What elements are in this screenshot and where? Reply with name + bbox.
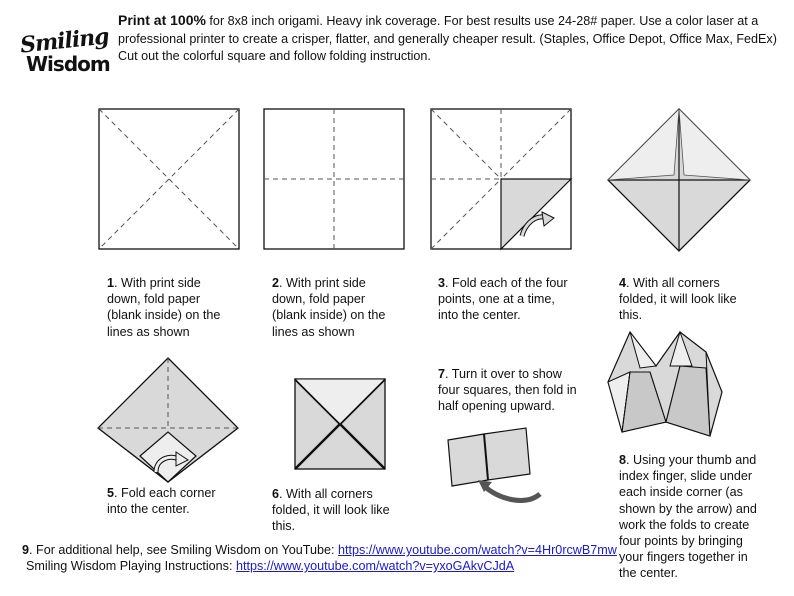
- step-1-diagram: [98, 108, 240, 250]
- footer-number: 9: [22, 543, 30, 557]
- step-3-text: [438, 275, 568, 324]
- youtube-help-link[interactable]: https://www.youtube.com/watch?v=4Hr0rcwB7mw: [337, 543, 617, 557]
- step-2-number: 2: [272, 276, 280, 290]
- step-8-diagram: [606, 328, 724, 444]
- step-3-number: 3: [438, 276, 446, 290]
- step-4-label: . With all corners folded, it will look like this.: [619, 276, 737, 323]
- step-4-number: 4: [619, 276, 627, 290]
- step-2-diagram: [263, 108, 405, 250]
- footer-instructions-line: [26, 558, 514, 574]
- print-instructions-text: for 8x8 inch origami. Heavy ink coverage. For best results use 24-28# paper. Use a color laser at a professional printer to create a crisper, flatter, and generally cheaper result. (Staples, Office Depot, Office Max, FedEx) Cut out the colorful square and follow folding instruction.: [118, 14, 777, 63]
- step-3-label: . Fold each of the four points, one at a time, into the center.: [438, 276, 568, 323]
- step-8-text: [619, 452, 759, 582]
- step-1-text: [107, 275, 235, 340]
- step-6-diagram: [294, 378, 386, 470]
- logo-line-1: Smiling: [18, 23, 110, 59]
- footer-instructions-text: Smiling Wisdom Playing Instructions:: [26, 559, 236, 573]
- step-4-diagram: [607, 108, 751, 252]
- step-5-text: [107, 485, 227, 517]
- step-1-number: 1: [107, 276, 115, 290]
- step-4-text: [619, 275, 739, 324]
- step-1-label: . With print side down, fold paper (blank inside) on the lines as shown: [107, 276, 221, 339]
- step-6-number: 6: [272, 487, 280, 501]
- step-6-label: . With all corners folded, it will look like this.: [272, 487, 390, 534]
- step-7-diagram: [440, 420, 550, 510]
- print-instructions-bold: Print at 100%: [118, 12, 206, 28]
- logo-line-2: Wisdom: [26, 52, 110, 76]
- step-7-text: [438, 366, 578, 415]
- step-5-diagram: [96, 356, 240, 484]
- step-2-label: . With print side down, fold paper (blank inside) on the lines as shown: [272, 276, 386, 339]
- step-8-label: . Using your thumb and index finger, slide under each inside corner (as shown by the arrow) and work the folds to create four points by bringing your fingers together in the center.: [619, 453, 757, 581]
- step-5-label: . Fold each corner into the center.: [107, 486, 216, 517]
- step-7-label: . Turn it over to show four squares, then fold in half opening upward.: [438, 367, 577, 414]
- step-7-number: 7: [438, 367, 446, 381]
- step-5-number: 5: [107, 486, 115, 500]
- step-2-text: [272, 275, 400, 340]
- step-8-number: 8: [619, 453, 627, 467]
- smiling-wisdom-logo: [14, 23, 110, 78]
- footer-help-line: [22, 542, 617, 558]
- footer-help-text: . For additional help, see Smiling Wisdom on YouTube:: [29, 543, 338, 557]
- print-instructions: [118, 12, 786, 66]
- step-3-diagram: [430, 108, 572, 250]
- step-6-text: [272, 486, 392, 535]
- youtube-instructions-link[interactable]: https://www.youtube.com/watch?v=yxoGAkvCJdA: [235, 559, 515, 573]
